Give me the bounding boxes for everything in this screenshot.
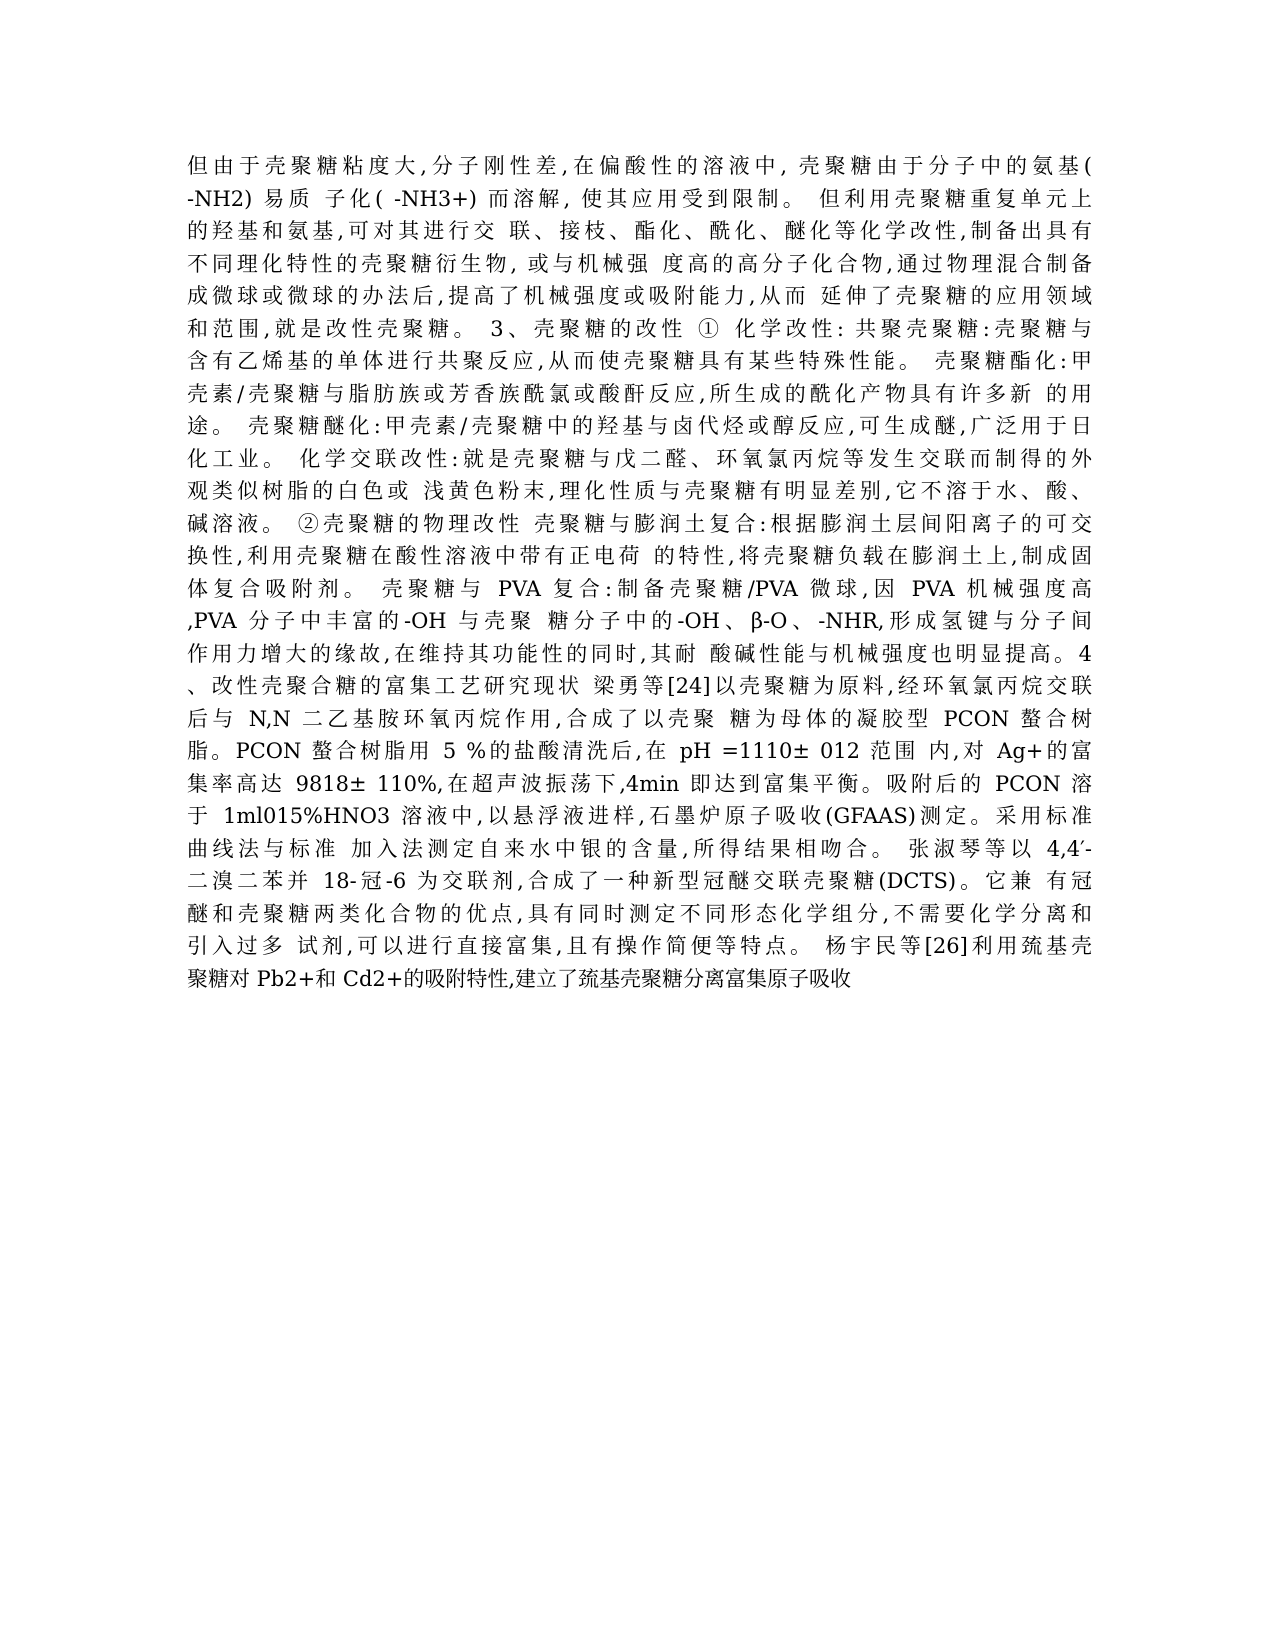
text-line: 碱溶液。 ②壳聚糖的物理改性 壳聚糖与膨润土复合:根据膨润土层间阳离子的可交 — [187, 511, 1092, 536]
text-line: 的羟基和氨基,可对其进行交 联、接枝、酯化、酰化、醚化等化学改性,制备出具有 — [187, 219, 1092, 243]
text-line: 、改性壳聚合糖的富集工艺研究现状 梁勇等[24]以壳聚糖为原料,经环氧氯丙烷交联 — [187, 674, 1092, 698]
text-line: -NH2) 易质 子化( -NH3+) 而溶解, 使其应用受到限制。 但利用壳聚糖重复单元上 — [187, 186, 1092, 211]
text-line: 引入过多 试剂,可以进行直接富集,且有操作简便等特点。 杨宇民等[26]利用巯基壳 — [187, 934, 1092, 958]
text-line: 换性,利用壳聚糖在酸性溶液中带有正电荷 的特性,将壳聚糖负载在膨润土上,制成固 — [187, 544, 1092, 568]
text-line: 和范围,就是改性壳聚糖。 3、壳聚糖的改性 ① 化学改性: 共聚壳聚糖:壳聚糖与 — [187, 316, 1092, 341]
text-line: 于 1ml015%HNO3 溶液中,以悬浮液进样,石墨炉原子吸收(GFAAS)测定。采用标准 — [187, 804, 1092, 828]
text-line: 成微球或微球的办法后,提高了机械强度或吸附能力,从而 延伸了壳聚糖的应用领域 — [187, 284, 1092, 308]
text-line: 集率高达 9818± 110%,在超声波振荡下,4min 即达到富集平衡。吸附后的 PCON 溶 — [187, 771, 1092, 796]
text-line: 含有乙烯基的单体进行共聚反应,从而使壳聚糖具有某些特殊性能。 壳聚糖酯化:甲 — [187, 349, 1092, 373]
text-line: 化工业。 化学交联改性:就是壳聚糖与戊二醛、环氧氯丙烷等发生交联而制得的外 — [187, 446, 1092, 471]
text-line: 后与 N,N 二乙基胺环氧丙烷作用,合成了以壳聚 糖为母体的凝胶型 PCON 螯合树 — [187, 706, 1092, 731]
text-line: 不同理化特性的壳聚糖衍生物, 或与机械强 度高的高分子化合物,通过物理混合制备 — [187, 251, 1092, 276]
text-line: 途。 壳聚糖醚化:甲壳素/壳聚糖中的羟基与卤代烃或醇反应,可生成醚,广泛用于日 — [187, 414, 1092, 438]
body-paragraph — [187, 150, 1092, 995]
text-line: 壳素/壳聚糖与脂肪族或芳香族酰氯或酸酐反应,所生成的酰化产物具有许多新 的用 — [187, 381, 1092, 406]
text-line: 体复合吸附剂。 壳聚糖与 PVA 复合:制备壳聚糖/PVA 微球,因 PVA 机械强度高 — [187, 576, 1092, 601]
text-line: 脂。PCON 螯合树脂用 5 %的盐酸清洗后,在 pH =1110± 012 范围 内,对 Ag+的富 — [187, 739, 1092, 763]
text-line: 但由于壳聚糖粘度大,分子刚性差,在偏酸性的溶液中, 壳聚糖由于分子中的氨基( — [187, 154, 1092, 178]
text-line: 二溴二苯并 18-冠-6 为交联剂,合成了一种新型冠醚交联壳聚糖(DCTS)。它兼 有冠 — [187, 869, 1092, 893]
text-line: 作用力增大的缘故,在维持其功能性的同时,其耐 酸碱性能与机械强度也明显提高。4 — [187, 641, 1092, 666]
text-line: 醚和壳聚糖两类化合物的优点,具有同时测定不同形态化学组分,不需要化学分离和 — [187, 901, 1092, 926]
text-line: 观类似树脂的白色或 浅黄色粉末,理化性质与壳聚糖有明显差别,它不溶于水、酸、 — [187, 479, 1092, 503]
text-line: 曲线法与标准 加入法测定自来水中银的含量,所得结果相吻合。 张淑琴等以 4,4′- — [187, 836, 1092, 861]
text-line: ,PVA 分子中丰富的-OH 与壳聚 糖分子中的-OH、β-O、-NHR,形成氢键与分子间 — [187, 609, 1092, 633]
text-line: 聚糖对 Pb2+和 Cd2+的吸附特性,建立了巯基壳聚糖分离富集原子吸收 — [187, 966, 852, 991]
